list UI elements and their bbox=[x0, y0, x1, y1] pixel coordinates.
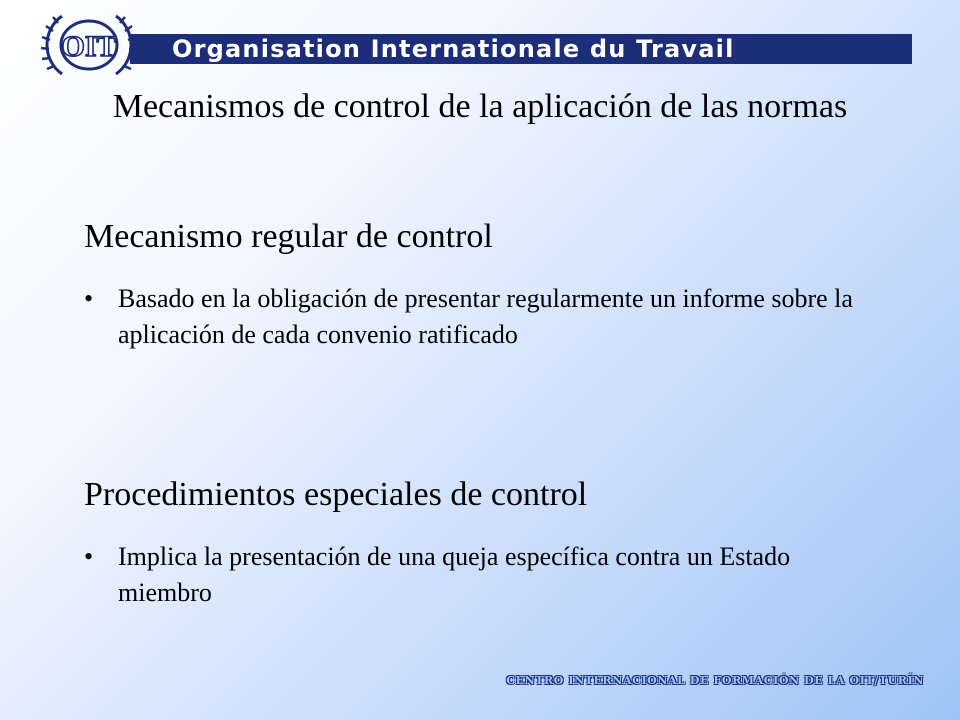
banner-text: Organisation Internationale du Travail bbox=[172, 35, 735, 63]
bullet-item-regular bbox=[84, 281, 874, 353]
bullet-text: Basado en la obligación de presentar regularmente un informe sobre la aplicación de cada convenio ratificado bbox=[118, 284, 853, 349]
section-heading-special: Procedimientos especiales de control bbox=[84, 476, 588, 513]
bullet-text: Implica la presentación de una queja específica contra un Estado miembro bbox=[118, 542, 791, 607]
header bbox=[0, 0, 960, 80]
slide-title: Mecanismos de control de la aplicación de las normas bbox=[112, 88, 848, 125]
bullet-mark: • bbox=[84, 542, 94, 571]
bullet-mark: • bbox=[84, 284, 94, 313]
organization-banner bbox=[130, 34, 912, 64]
footer-text: CENTRO INTERNACIONAL DE FORMACIÓN DE LA OIT/TURÍN bbox=[506, 674, 924, 687]
section-heading-regular: Mecanismo regular de control bbox=[84, 218, 493, 255]
bullet-item-special bbox=[84, 539, 874, 611]
logo-text: OIT bbox=[61, 30, 117, 63]
ilo-logo bbox=[40, 10, 138, 80]
